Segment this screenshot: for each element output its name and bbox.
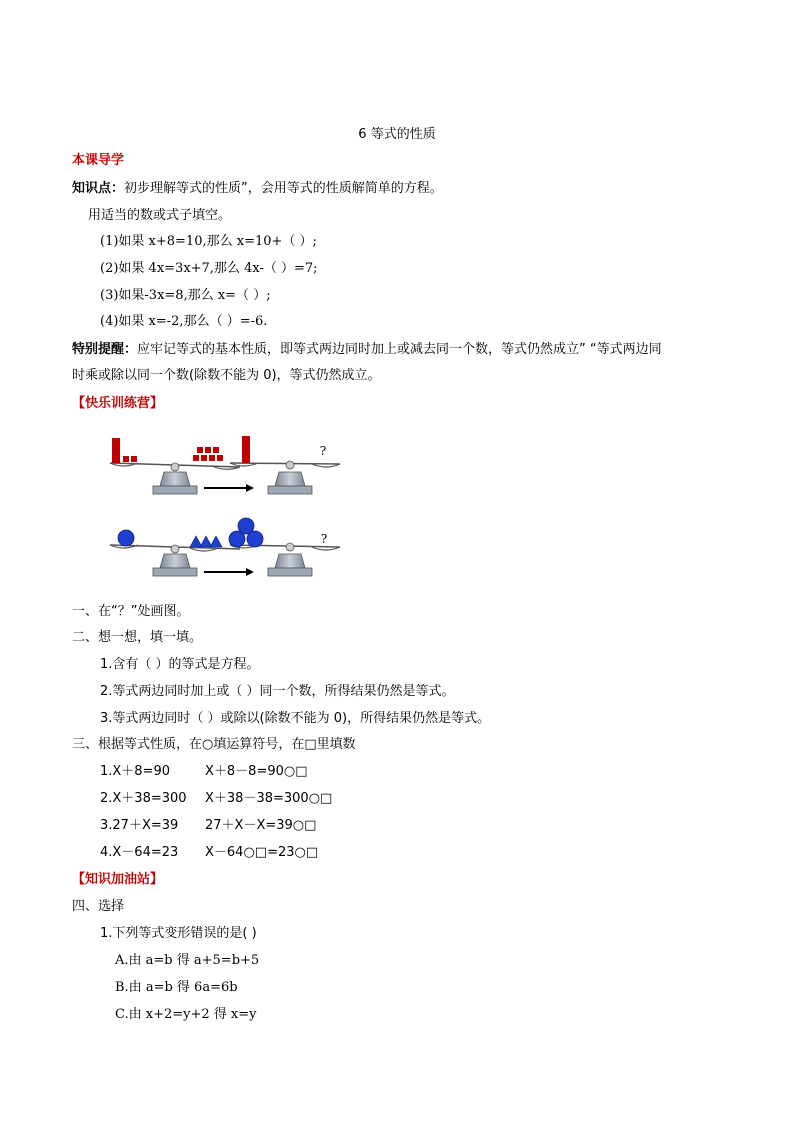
- fill-item: (2)如果 4x=3x+7,那么 4x-（ ）=7;: [100, 261, 318, 276]
- arrow-right-icon: [204, 568, 254, 576]
- fill-item: (4)如果 x=-2,那么（ ）=-6.: [100, 314, 268, 329]
- balance-scale-icon: [110, 463, 240, 494]
- section-heading-guide: 本课导学: [72, 153, 125, 168]
- option-a: A.由 a=b 得 a+5=b+5: [115, 953, 260, 968]
- question-mark: ?: [320, 532, 328, 546]
- question-1: 一、在“？”处画图。: [72, 604, 190, 619]
- question-mark: ?: [319, 444, 327, 458]
- equation-left: 3.27＋X=39: [100, 818, 179, 833]
- fill-intro: 用适当的数或式子填空。: [88, 208, 232, 223]
- fill-item: (1)如果 x+8=10,那么 x=10+（ ）;: [100, 234, 317, 249]
- fill-item: (3)如果-3x=8,那么 x=（ ）;: [100, 288, 271, 303]
- equation-left: 2.X＋38=300: [100, 791, 187, 806]
- equation-right: 27＋X－X=39○□: [205, 818, 317, 833]
- tip-line-2: 时乘或除以同一个数(除数不能为 0)，等式仍然成立。: [72, 368, 381, 383]
- red-weight-tall: [242, 436, 250, 463]
- question-2-heading: 二、想一想，填一填。: [72, 630, 203, 645]
- option-c: C.由 x+2=y+2 得 x=y: [115, 1007, 257, 1022]
- arrow-right-icon: [204, 484, 254, 492]
- tip-text-1: 应牢记等式的基本性质，即等式两边同时加上或减去同一个数，等式仍然成立” “等式两边同: [137, 342, 662, 357]
- question-2-item: 2.等式两边同时加上或（ ）同一个数，所得结果仍然是等式。: [100, 684, 455, 699]
- equation-right: X＋8－8=90○□: [205, 764, 308, 779]
- blue-ball-stack: [229, 518, 263, 547]
- knowledge-label: 知识点：: [72, 181, 125, 196]
- question-4-heading: 四、选择: [72, 899, 125, 914]
- knowledge-text: 初步理解等式的性质”，会用等式的性质解简单的方程。: [124, 181, 443, 196]
- tip-line-1: [72, 342, 662, 358]
- blue-ball: [118, 530, 134, 546]
- red-weights-left: [112, 438, 137, 463]
- equation-row: [100, 764, 400, 780]
- section-heading-training: 【快乐训练营】: [72, 396, 164, 411]
- equation-right: X＋38－38=300○□: [205, 791, 333, 806]
- section-heading-knowledge: 【知识加油站】: [72, 872, 164, 887]
- equation-right: X－64○□=23○□: [205, 845, 319, 860]
- equation-row: [100, 845, 400, 861]
- question-4-prompt: 1.下列等式变形错误的是( ): [100, 926, 257, 941]
- option-b: B.由 a=b 得 6a=6b: [115, 980, 238, 995]
- equation-row: [100, 791, 400, 807]
- question-2-item: 1.含有（ ）的等式是方程。: [100, 657, 260, 672]
- knowledge-point: [72, 181, 443, 197]
- question-2-item: 3.等式两边同时（ ）或除以(除数不能为 0)，所得结果仍然是等式。: [100, 711, 491, 726]
- page-title: 6 等式的性质: [358, 127, 436, 142]
- equation-left: 4.X－64=23: [100, 845, 179, 860]
- tip-label: 特别提醒：: [72, 342, 138, 357]
- equation-row: [100, 818, 400, 834]
- balance-scales-figure: [100, 428, 350, 588]
- blue-triangles: [190, 536, 222, 547]
- red-weights-right: [193, 447, 223, 461]
- equation-left: 1.X＋8=90: [100, 764, 171, 779]
- question-3-heading: 三、根据等式性质，在○填运算符号，在□里填数: [72, 737, 356, 752]
